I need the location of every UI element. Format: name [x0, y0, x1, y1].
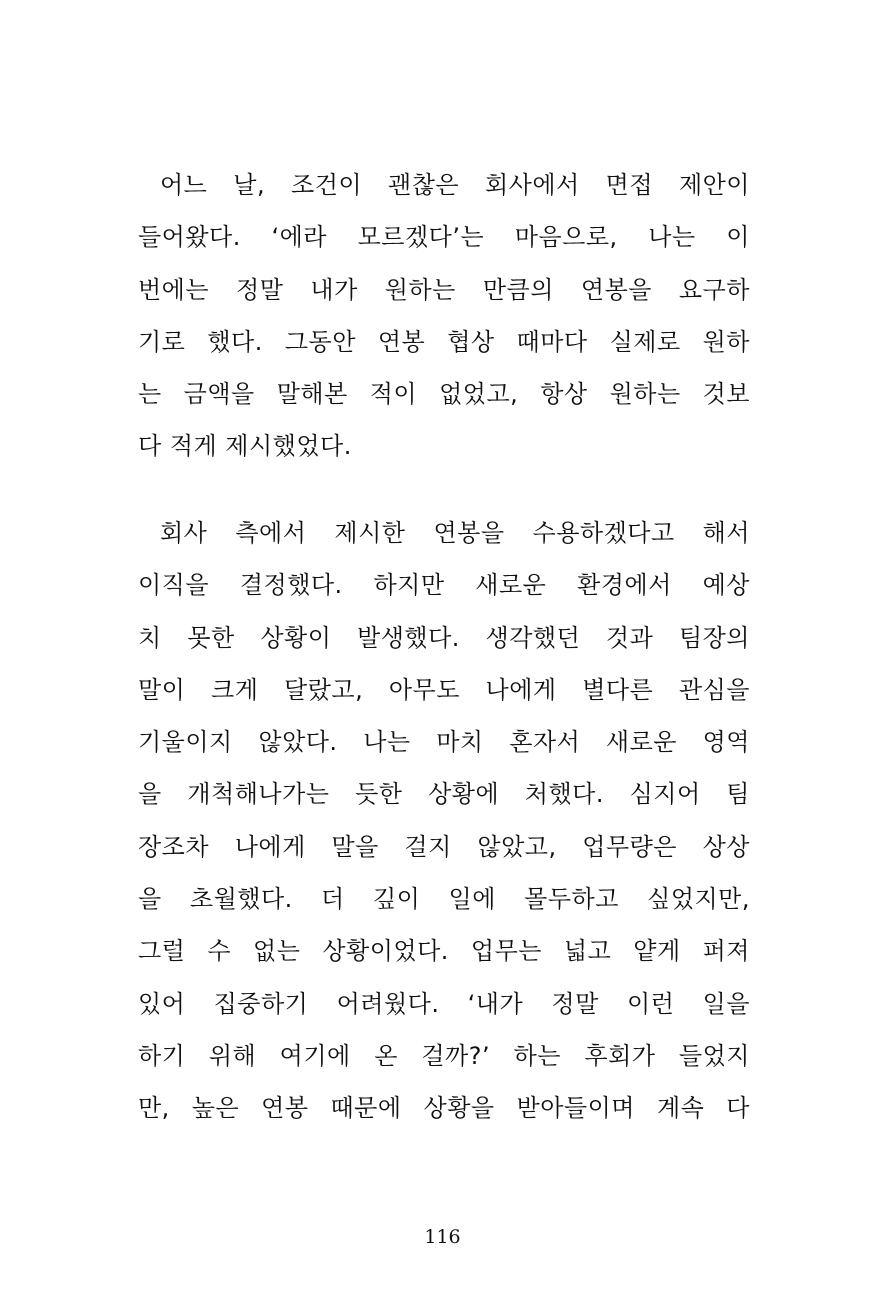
page-number: 116 [424, 1226, 461, 1248]
text-line: 그럴 수 없는 상황이었다. 업무는 넓고 얕게 퍼져 [138, 937, 750, 966]
text-line: 들어왔다. ‘에라 모르겠다’는 마음으로, 나는 이 [138, 223, 750, 252]
text-line: 어느 날, 조건이 괜찮은 회사에서 면접 제안이 [160, 171, 750, 199]
text-line: 치 못한 상황이 발생했다. 생각했던 것과 팀장의 [138, 623, 750, 652]
text-line: 다 적게 제시했었다. [138, 432, 352, 461]
paragraph-2 [138, 512, 750, 1140]
text-line: 기울이지 않았다. 나는 마치 혼자서 새로운 영역 [138, 728, 750, 757]
text-line: 을 초월했다. 더 깊이 일에 몰두하고 싶었지만, [138, 885, 750, 914]
text-line: 말이 크게 달랐고, 아무도 나에게 별다른 관심을 [138, 675, 750, 704]
text-line: 회사 측에서 제시한 연봉을 수용하겠다고 해서 [160, 519, 750, 547]
text-line: 을 개척해나가는 듯한 상황에 처했다. 심지어 팀 [138, 780, 750, 809]
text-line: 번에는 정말 내가 원하는 만큼의 연봉을 요구하 [138, 275, 750, 304]
text-line: 만, 높은 연봉 때문에 상황을 받아들이며 계속 다 [138, 1094, 750, 1123]
text-line: 이직을 결정했다. 하지만 새로운 환경에서 예상 [138, 571, 750, 600]
text-line: 기로 했다. 그동안 연봉 협상 때마다 실제로 원하 [138, 327, 750, 356]
text-line: 있어 집중하기 어려웠다. ‘내가 정말 이런 일을 [138, 989, 750, 1018]
paragraph-1 [138, 164, 750, 478]
text-line: 장조차 나에게 말을 걸지 않았고, 업무량은 상상 [138, 832, 750, 861]
text-line: 는 금액을 말해본 적이 없었고, 항상 원하는 것보 [138, 380, 750, 409]
text-line: 하기 위해 여기에 온 걸까?’ 하는 후회가 들었지 [138, 1041, 750, 1070]
